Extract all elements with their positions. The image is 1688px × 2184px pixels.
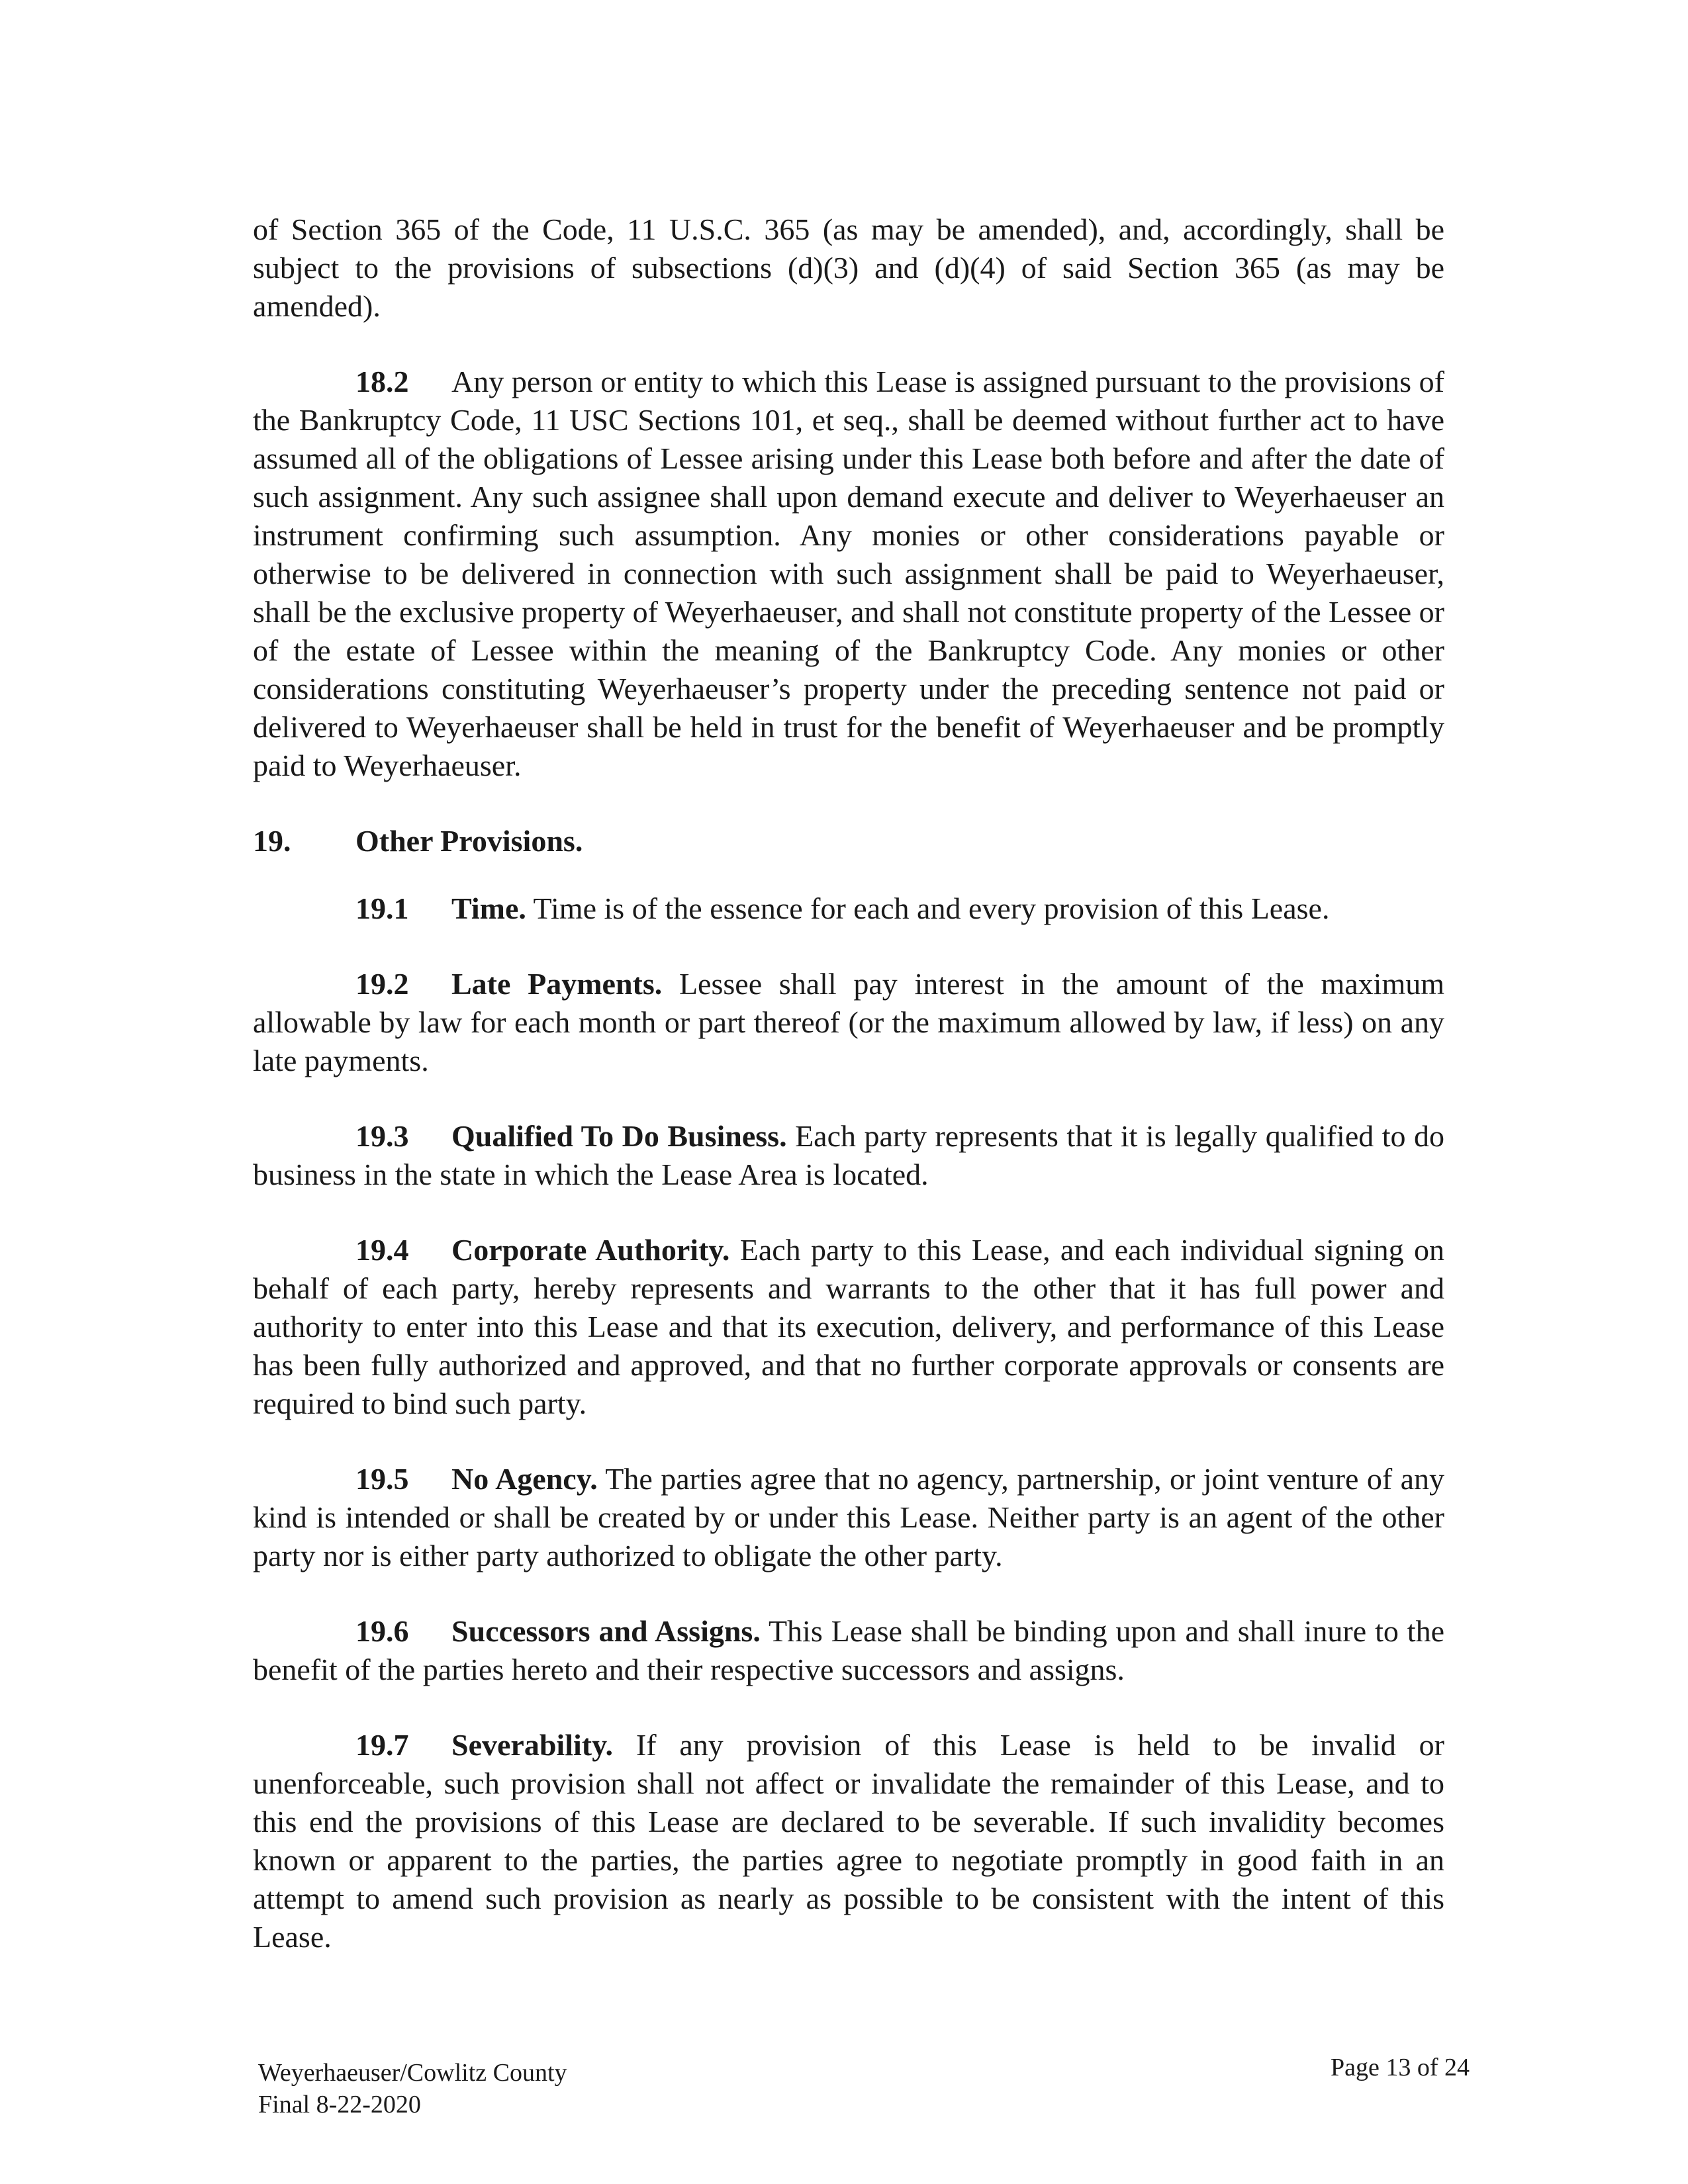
section-19-7-paragraph <box>253 1726 1444 1956</box>
section-18-2-text: Any person or entity to which this Lease is assigned pursuant to the provisions of the Bankruptcy Code, 11 USC Sections 101, et seq., shall be deemed without further act to have assumed all of the obligations of Lessee arising under this Lease both before and after the date of such assignment. Any such assignee shall upon demand execute and deliver to Weyerhaeuser an instrument confirming such assumption. Any monies or other considerations payable or otherwise to be delivered in connection with such assignment shall be paid to Weyerhaeuser, shall be the exclusive property of Weyerhaeuser, and shall not constitute property of the Lessee or of the estate of Lessee within the meaning of the Bankruptcy Code. Any monies or other considerations constituting Weyerhaeuser’s property under the preceding sentence not paid or delivered to Weyerhaeuser shall be held in trust for the benefit of Weyerhaeuser and be promptly paid to Weyerhaeuser. <box>253 365 1444 782</box>
section-19-6-title: Successors and Assigns. <box>451 1614 761 1648</box>
section-19-3-paragraph <box>253 1117 1444 1194</box>
section-19-2-title: Late Payments. <box>451 967 663 1001</box>
section-19-6-paragraph <box>253 1612 1444 1689</box>
section-19-7-number: 19.7 <box>355 1728 409 1762</box>
section-18-2-paragraph <box>253 363 1444 785</box>
section-19-5-text: The parties agree that no agency, partnership, or joint venture of any kind is intended or shall be created by or under this Lease. Neither party is an agent of the other party nor is either party authorized to obligate the other party. <box>253 1462 1445 1572</box>
section-19-4-paragraph <box>253 1231 1444 1423</box>
footer-doc-title: Weyerhaeuser/Cowlitz County <box>258 2059 567 2087</box>
section-19-4-title: Corporate Authority. <box>451 1233 730 1267</box>
section-19-1-paragraph <box>253 889 1444 928</box>
footer-doc-version: Final 8-22-2020 <box>258 2091 421 2118</box>
section-19-2-number: 19.2 <box>355 967 409 1001</box>
section-19-5-title: No Agency. <box>451 1462 598 1496</box>
section-19-6-number: 19.6 <box>355 1614 409 1648</box>
section-19-7-text: If any provision of this Lease is held to be invalid or unenforceable, such provision shall not affect or invalidate the remainder of this Lease, and to this end the provisions of this Lease are declared to be severable. If such invalidity becomes known or apparent to the parties, the parties agree to negotiate promptly in good faith in an attempt to amend such provision as nearly as possible to be consistent with the intent of this Lease. <box>253 1728 1444 1954</box>
section-19-1-number: 19.1 <box>355 891 409 925</box>
footer-document-id <box>258 2057 854 2120</box>
continuation-paragraph: of Section 365 of the Code, 11 U.S.C. 365 (as may be amended), and, accordingly, shall be subject to the provisions of subsections (d)(3) and (d)(4) of said Section 365 (as may be amended). <box>253 212 1444 323</box>
section-19-2-text: Lessee shall pay interest in the amount of the maximum allowable by law for each month or part thereof (or the maximum allowed by law, if less) on any late payments. <box>253 967 1445 1077</box>
section-19-5-paragraph <box>253 1460 1444 1575</box>
section-19-2-paragraph <box>253 965 1444 1080</box>
section-19-number: 19. <box>253 824 291 858</box>
section-19-5-number: 19.5 <box>355 1462 409 1496</box>
section-19-4-number: 19.4 <box>355 1233 409 1267</box>
section-19-heading <box>253 822 1444 860</box>
section-19-3-text: Each party represents that it is legally qualified to do business in the state in which the Lease Area is located. <box>253 1119 1444 1191</box>
section-19-7-title: Severability. <box>451 1728 614 1762</box>
section-19-6-text: This Lease shall be binding upon and shall inure to the benefit of the parties hereto and their respective successors and assigns. <box>253 1614 1444 1686</box>
section-19-3-title: Qualified To Do Business. <box>451 1119 787 1153</box>
section-19-1-text: Time is of the essence for each and every provision of this Lease. <box>533 891 1330 925</box>
section-19-4-text: Each party to this Lease, and each individual signing on behalf of each party, hereby represents and warrants to the other that it has full power and authority to enter into this Lease and that its execution, delivery, and performance of this Lease has been fully authorized and approved, and that no further corporate approvals or consents are required to bind such party. <box>253 1233 1445 1420</box>
document-body <box>253 210 1444 1993</box>
section-19-1-title: Time. <box>451 891 526 925</box>
footer-page-number: Page 13 of 24 <box>1330 2054 1470 2081</box>
section-19-3-number: 19.3 <box>355 1119 409 1153</box>
section-19-title: Other Provisions. <box>355 824 583 858</box>
section-18-2-number: 18.2 <box>355 365 409 398</box>
